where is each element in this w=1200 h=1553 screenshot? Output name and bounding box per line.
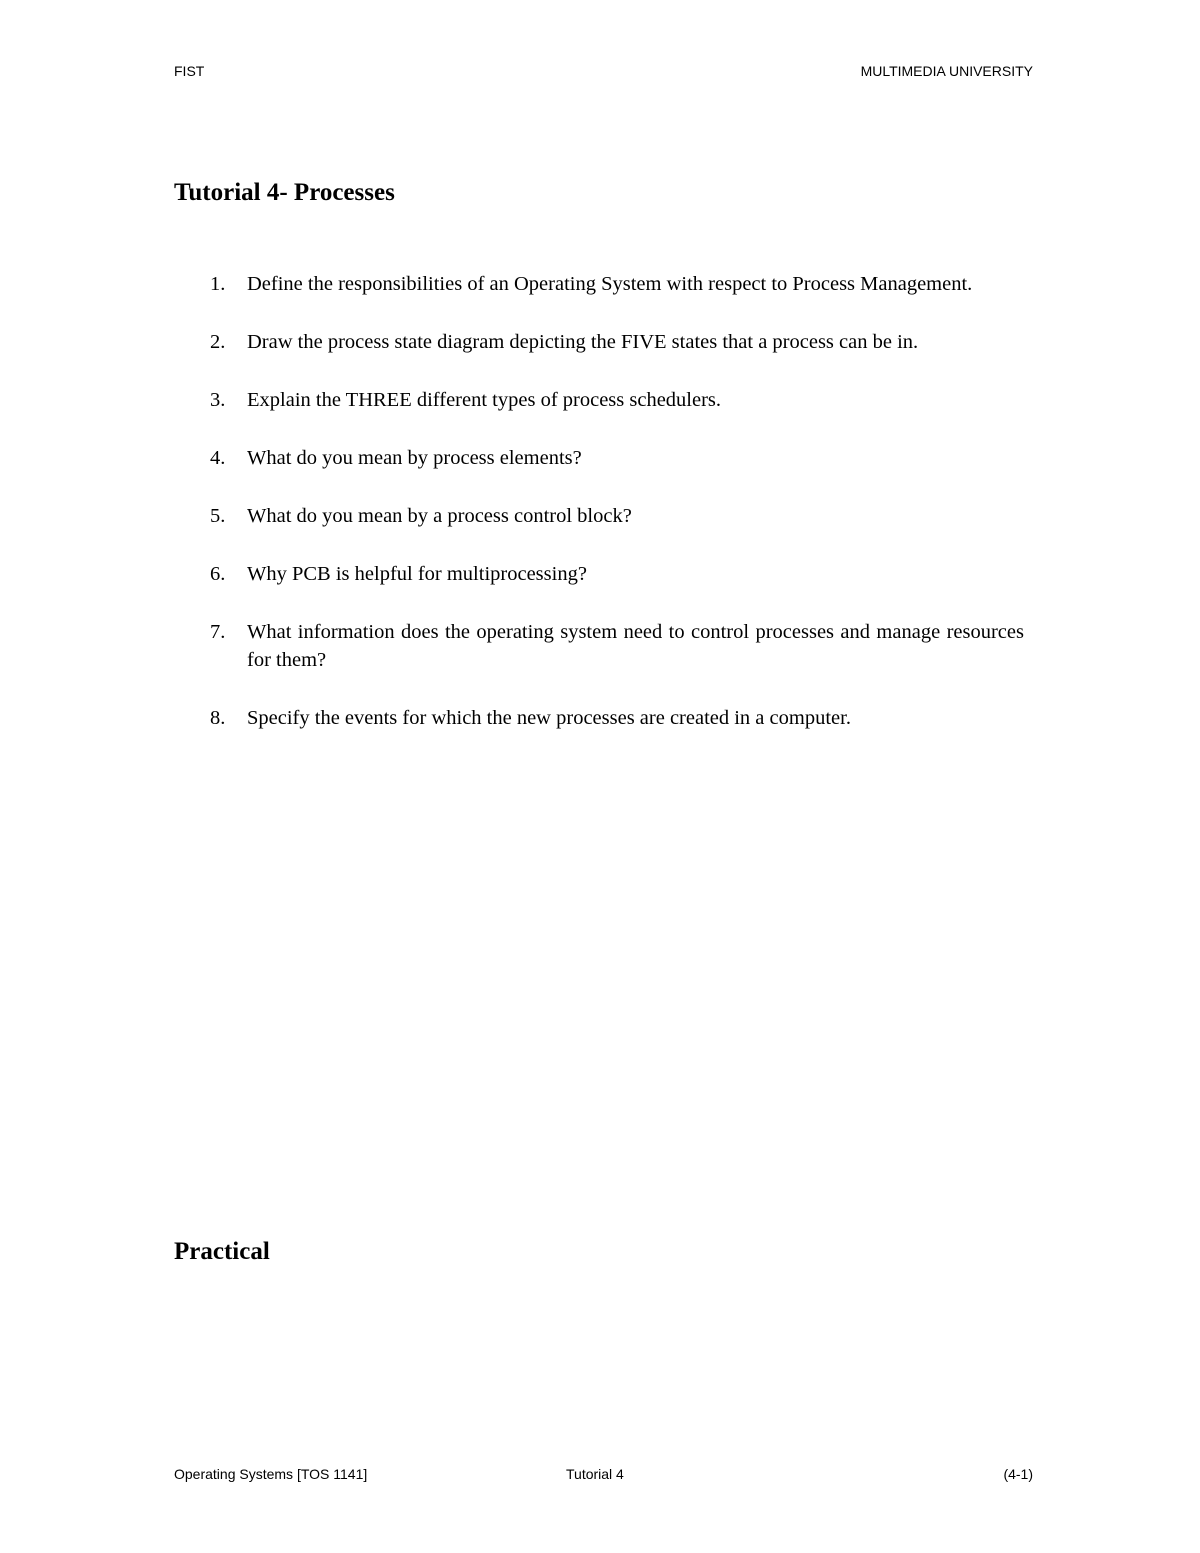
list-item <box>210 560 1024 588</box>
question-text: Why PCB is helpful for multiprocessing? <box>247 563 587 585</box>
question-text: What do you mean by a process control block? <box>247 505 632 527</box>
list-item <box>210 502 1024 530</box>
list-item <box>210 386 1024 414</box>
question-text: What do you mean by process elements? <box>247 447 582 469</box>
list-item <box>210 444 1024 472</box>
question-number: 8. <box>210 707 226 729</box>
header-faculty: FIST <box>174 63 205 79</box>
question-list <box>210 270 1024 762</box>
question-number: 6. <box>210 563 226 585</box>
footer-tutorial: Tutorial 4 <box>566 1466 624 1482</box>
question-text: What information does the operating system need to control processes and manage resources for them? <box>247 621 1024 671</box>
list-item <box>210 704 1024 732</box>
footer-page-number: (4-1) <box>1003 1466 1033 1482</box>
header-university: MULTIMEDIA UNIVERSITY <box>860 63 1033 79</box>
question-text: Specify the events for which the new processes are created in a computer. <box>247 707 851 729</box>
question-text: Define the responsibilities of an Operating System with respect to Process Management. <box>247 273 973 295</box>
question-number: 5. <box>210 505 226 527</box>
list-item <box>210 270 1024 298</box>
question-number: 1. <box>210 273 226 295</box>
question-text: Draw the process state diagram depicting the FIVE states that a process can be in. <box>247 331 919 353</box>
question-number: 3. <box>210 389 226 411</box>
page-title: Tutorial 4- Processes <box>174 179 395 206</box>
question-number: 4. <box>210 447 226 469</box>
question-text: Explain the THREE different types of process schedulers. <box>247 389 722 411</box>
footer-course: Operating Systems [TOS 1141] <box>174 1466 368 1482</box>
list-item <box>210 328 1024 356</box>
question-number: 7. <box>210 621 226 643</box>
list-item <box>210 618 1024 674</box>
practical-heading: Practical <box>174 1238 270 1265</box>
question-number: 2. <box>210 331 226 353</box>
